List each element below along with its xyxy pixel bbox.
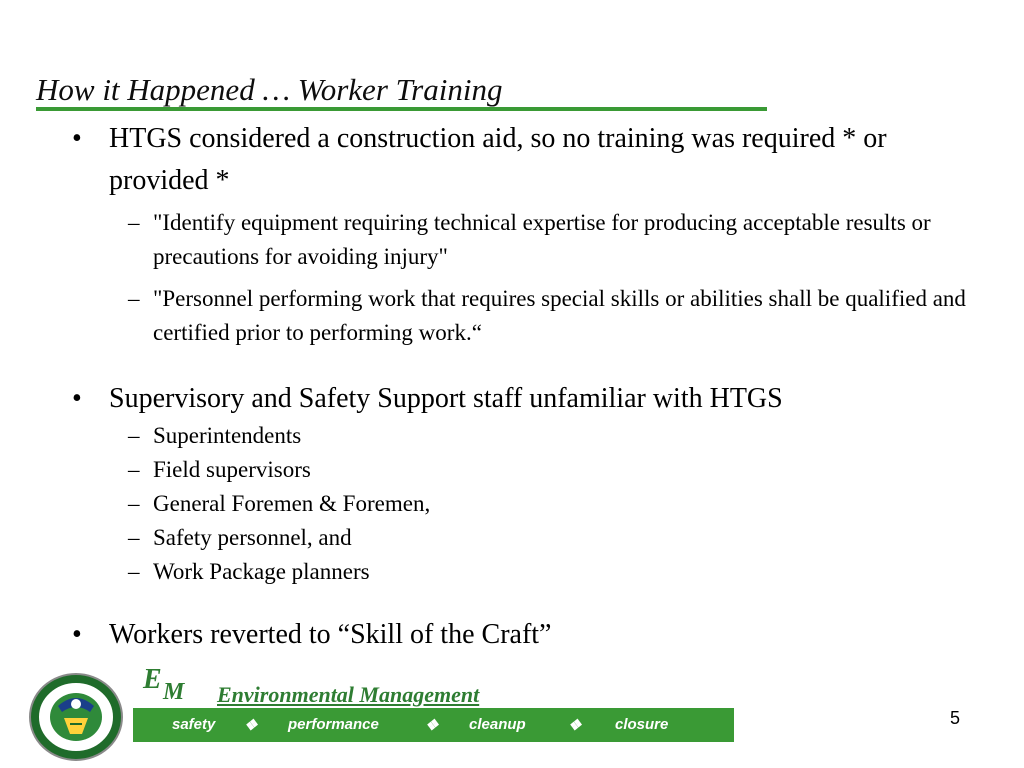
diamond-separator-icon: ❖: [568, 717, 582, 734]
sub-bullet-marker: –: [128, 457, 140, 482]
sub-bullet-text: Work Package planners: [153, 559, 370, 584]
title-underline: [36, 107, 767, 111]
bullet-marker: •: [72, 123, 82, 154]
sub-bullet-marker: –: [128, 210, 140, 235]
sub-bullet-text: General Foremen & Foremen,: [153, 491, 431, 516]
page-number: 5: [950, 708, 961, 728]
tagline-cleanup: cleanup: [469, 716, 526, 733]
bullet-text: HTGS considered a construction aid, so no training was required * or provided *: [109, 123, 887, 196]
em-name: Environmental Management: [217, 682, 480, 707]
sub-bullet-marker: –: [128, 559, 140, 584]
sub-bullet-text: Superintendents: [153, 423, 302, 448]
sub-bullet-text: Safety personnel, and: [153, 525, 352, 550]
em-tagline-bar: [133, 708, 734, 742]
sub-bullet-marker: –: [128, 423, 140, 448]
doe-seal-icon: [24, 672, 128, 762]
tagline-performance: performance: [288, 716, 379, 733]
bullet-text: Workers reverted to “Skill of the Craft”: [109, 619, 552, 650]
sub-bullet-marker: –: [128, 525, 140, 550]
diamond-separator-icon: ❖: [244, 717, 258, 734]
sub-bullet-marker: –: [128, 491, 140, 516]
bullet-marker: •: [72, 383, 82, 414]
sub-bullet-marker: –: [128, 286, 140, 311]
em-logo-m: M: [163, 679, 185, 705]
em-logo-e: E: [143, 664, 162, 695]
diamond-separator-icon: ❖: [425, 717, 439, 734]
sub-bullet-text: Field supervisors: [153, 457, 311, 482]
sub-bullet-text: "Personnel performing work that requires special skills or abilities shall be qualified and certified prior to performing work.“: [153, 286, 966, 345]
bullet-marker: •: [72, 619, 82, 650]
slide-title: How it Happened … Worker Training: [36, 72, 503, 107]
sub-bullet-text: "Identify equipment requiring technical expertise for producing acceptable results or precautions for avoiding injury": [153, 210, 931, 269]
tagline-closure: closure: [615, 716, 669, 733]
tagline-safety: safety: [172, 716, 216, 733]
bullet-text: Supervisory and Safety Support staff unfamiliar with HTGS: [109, 383, 783, 414]
